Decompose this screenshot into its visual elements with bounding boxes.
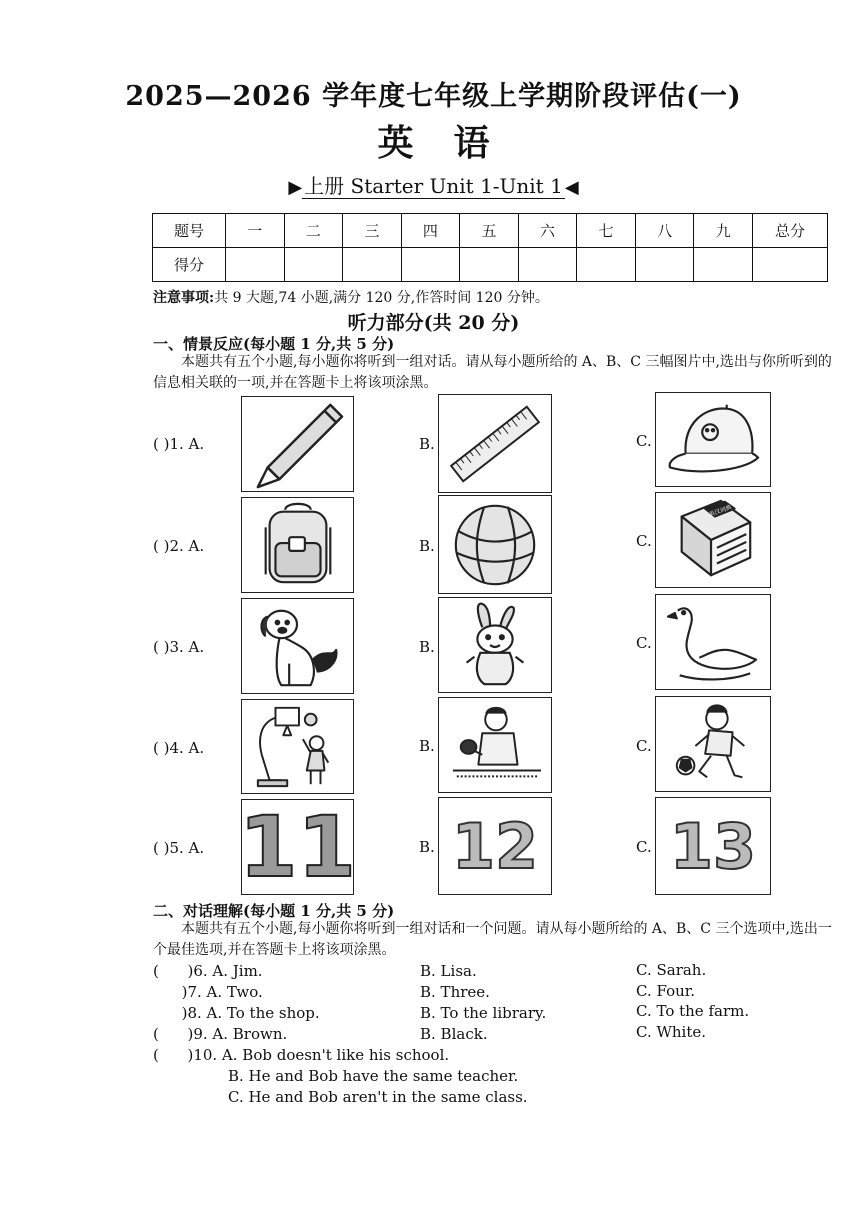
swan-icon	[656, 595, 770, 689]
dog-icon	[242, 599, 353, 693]
notice-label: 注意事项:	[153, 290, 215, 306]
question-6-option-b[interactable]: B. Lisa.	[420, 962, 477, 980]
cap-icon	[656, 393, 770, 486]
q4-option-a[interactable]	[241, 699, 354, 794]
q3-option-c[interactable]	[655, 594, 771, 690]
ping-pong-icon	[439, 698, 551, 792]
part1-description: 本题共有五个小题,每小题你将听到一组对话。请从每小题所给的 A、B、C 三幅图片中,选出与你所听到的信息相关联的一项,并在答题卡上将该项涂黑。	[153, 354, 832, 391]
q5-option-b[interactable]	[438, 797, 552, 895]
q1-option-c[interactable]	[655, 392, 771, 487]
q1-b-label: B.	[419, 435, 435, 453]
number-12: 12	[451, 809, 539, 883]
table-cell: 五	[460, 214, 519, 248]
question-3-label: ( )3. A.	[153, 638, 205, 656]
q4-b-label: B.	[419, 737, 435, 755]
q3-b-label: B.	[419, 638, 435, 656]
q3-option-a[interactable]	[241, 598, 354, 694]
score-table	[152, 213, 828, 282]
soccer-icon	[656, 697, 770, 791]
score-table-header-row	[153, 214, 828, 248]
score-cell[interactable]	[460, 248, 519, 282]
score-cell[interactable]	[635, 248, 694, 282]
part2-description: 本题共有五个小题,每小题你将听到一组对话和一个问题。请从每小题所给的 A、B、C 三个选项中,选出一个最佳选项,并在答题卡上将该项涂黑。	[153, 921, 832, 958]
dictionary-label: 英汉词典	[708, 504, 733, 519]
question-7-option-a[interactable]: )7. A. Two.	[153, 983, 263, 1001]
question-6-option-c[interactable]: C. Sarah.	[636, 961, 707, 979]
question-4-label: ( )4. A.	[153, 739, 205, 757]
backpack-icon	[242, 498, 353, 592]
triangle-right-icon: ▶	[288, 177, 303, 198]
table-cell: 一	[226, 214, 285, 248]
listening-section-title: 听力部分(共 20 分)	[347, 312, 520, 334]
question-7-option-b[interactable]: B. Three.	[420, 983, 490, 1001]
q2-c-label: C.	[636, 532, 652, 550]
number-13: 13	[669, 809, 757, 883]
question-10-option-a[interactable]: ( )10. A. Bob doesn't like his school.	[153, 1046, 450, 1064]
question-9-option-a[interactable]: ( )9. A. Brown.	[153, 1025, 288, 1043]
question-10-option-b[interactable]: B. He and Bob have the same teacher.	[228, 1067, 519, 1085]
q1-option-a[interactable]	[241, 396, 354, 492]
q2-b-label: B.	[419, 537, 435, 555]
q2-option-c[interactable]	[655, 492, 771, 588]
q5-option-a[interactable]	[241, 799, 354, 895]
q5-option-c[interactable]	[655, 797, 771, 895]
subject-title: 英语	[377, 122, 530, 164]
ball-icon	[439, 496, 551, 593]
question-8-option-c[interactable]: C. To the farm.	[636, 1002, 750, 1020]
score-cell[interactable]	[343, 248, 402, 282]
rabbit-icon	[439, 598, 551, 692]
q2-option-b[interactable]	[438, 495, 552, 594]
q4-option-c[interactable]	[655, 696, 771, 792]
question-5-label: ( )5. A.	[153, 839, 205, 857]
q5-c-label: C.	[636, 838, 652, 856]
table-cell: 三	[343, 214, 402, 248]
score-cell[interactable]	[753, 248, 828, 282]
table-cell: 九	[694, 214, 753, 248]
notice	[153, 287, 549, 307]
q1-option-b[interactable]	[438, 394, 552, 493]
table-cell: 四	[401, 214, 460, 248]
notice-text: 共 9 大题,74 小题,满分 120 分,作答时间 120 分钟。	[214, 290, 549, 306]
question-6-option-a[interactable]: ( )6. A. Jim.	[153, 962, 263, 980]
q4-option-b[interactable]	[438, 697, 552, 793]
question-9-option-c[interactable]: C. White.	[636, 1023, 707, 1041]
table-cell: 得分	[153, 248, 226, 282]
table-cell: 八	[635, 214, 694, 248]
table-cell: 六	[518, 214, 577, 248]
question-8-option-b[interactable]: B. To the library.	[420, 1004, 547, 1022]
exam-title: 2025—2026 学年度七年级上学期阶段评估(一)	[125, 81, 742, 112]
number-11: 11	[239, 798, 356, 896]
part1-title: 一、情景反应(每小题 1 分,共 5 分)	[153, 335, 395, 353]
part2-title: 二、对话理解(每小题 1 分,共 5 分)	[153, 902, 395, 920]
pencil-icon	[242, 397, 353, 491]
q3-option-b[interactable]	[438, 597, 552, 693]
score-cell[interactable]	[401, 248, 460, 282]
ruler-icon	[439, 395, 551, 492]
question-9-option-b[interactable]: B. Black.	[420, 1025, 488, 1043]
dictionary-icon	[656, 493, 770, 587]
table-cell: 七	[577, 214, 636, 248]
q2-option-a[interactable]	[241, 497, 354, 593]
question-7-option-c[interactable]: C. Four.	[636, 982, 696, 1000]
score-cell[interactable]	[284, 248, 343, 282]
scope-text: 上册 Starter Unit 1-Unit 1	[304, 174, 563, 198]
question-1-label: ( )1. A.	[153, 435, 205, 453]
table-cell: 总分	[753, 214, 828, 248]
table-cell: 题号	[153, 214, 226, 248]
score-cell[interactable]	[577, 248, 636, 282]
q3-c-label: C.	[636, 634, 652, 652]
score-cell[interactable]	[518, 248, 577, 282]
q5-b-label: B.	[419, 838, 435, 856]
q4-c-label: C.	[636, 737, 652, 755]
scope-line	[0, 170, 867, 199]
question-8-option-a[interactable]: )8. A. To the shop.	[153, 1004, 320, 1022]
score-cell[interactable]	[226, 248, 285, 282]
q1-c-label: C.	[636, 432, 652, 450]
table-cell: 二	[284, 214, 343, 248]
score-cell[interactable]	[694, 248, 753, 282]
basketball-icon	[242, 700, 353, 793]
triangle-left-icon: ◀	[564, 177, 579, 198]
question-2-label: ( )2. A.	[153, 537, 205, 555]
question-10-option-c[interactable]: C. He and Bob aren't in the same class.	[228, 1088, 528, 1106]
score-table-score-row	[153, 248, 828, 282]
